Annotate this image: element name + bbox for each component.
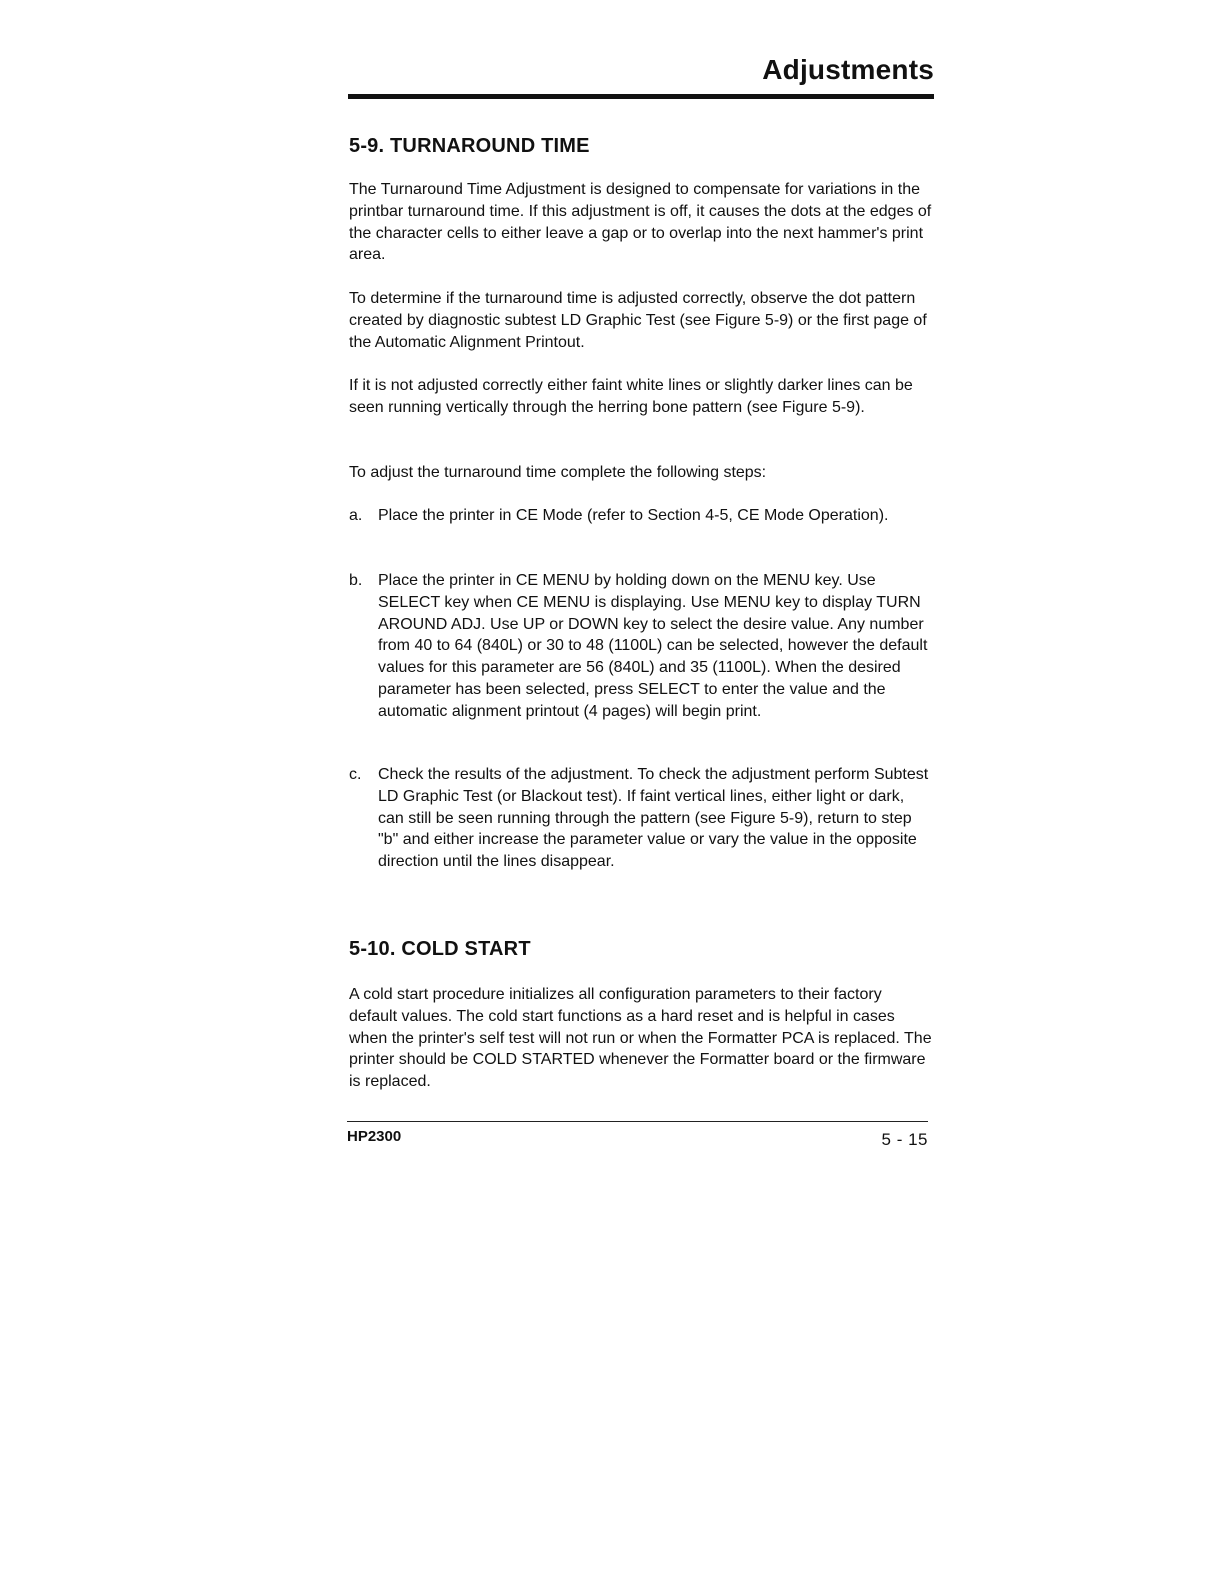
turnaround-paragraph-4-block [349, 462, 934, 484]
step-letter: b. [349, 572, 363, 589]
turnaround-paragraph-1: The Turnaround Time Adjustment is designed to compensate for variations in the printbar turnaround time. If this adjustment is off, it causes the dots at the edges of the character cells to either leave a gap or to overlap into the next hammer's print area. [349, 181, 932, 264]
cold-start-paragraph-block [349, 984, 934, 1093]
section-cold-start-heading-block [349, 937, 934, 961]
turnaround-paragraph-2: To determine if the turnaround time is adjusted correctly, observe the dot pattern created by diagnostic subtest LD Graphic Test (see Figure 5-9) or the first page of the Automatic Alignment Printout. [349, 290, 927, 351]
manual-page [347, 0, 934, 1584]
step-c [349, 764, 934, 873]
section-heading-turnaround: 5-9. TURNAROUND TIME [349, 135, 590, 157]
cold-start-paragraph: A cold start procedure initializes all configuration parameters to their factory default values. The cold start functions as a hard reset and is helpful in cases when the printer's self test will not run or when the Formatter PCA is replaced. The printer should be COLD STARTED whenever the Formatter board or the firmware is replaced. [349, 986, 932, 1091]
header-rule [348, 94, 934, 99]
step-text: Check the results of the adjustment. To check the adjustment perform Subtest LD Graphic Test (or Blackout test). If faint vertical lines, either light or dark, can still be seen running through the pattern (see Figure 5-9), return to step "b" and either increase the parameter value or vary the value in the opposite direction until the lines disappear. [378, 766, 929, 871]
turnaround-paragraph-3-block [349, 375, 934, 419]
step-text: Place the printer in CE MENU by holding down on the MENU key. Use SELECT key when CE MENU is displaying. Use MENU key to display TURN AROUND ADJ. Use UP or DOWN key to select the desire value. Any number from 40 to 64 (840L) or 30 to 48 (1100L) can be selected, however the default values for this parameter are 56 (840L) and 35 (1100L). When the desired parameter has been selected, press SELECT to enter the value and the automatic alignment printout (4 pages) will begin print. [378, 572, 928, 720]
step-a [349, 505, 934, 527]
turnaround-steps-list-b [349, 570, 934, 723]
section-turnaround-heading-block [349, 134, 934, 158]
turnaround-paragraph-2-block [349, 288, 934, 353]
turnaround-steps-list-c [349, 764, 934, 873]
step-text: Place the printer in CE Mode (refer to Section 4-5, CE Mode Operation). [378, 507, 889, 524]
footer-model: HP2300 [347, 1128, 402, 1145]
step-b [349, 570, 934, 723]
section-heading-cold-start: 5-10. COLD START [349, 938, 531, 960]
turnaround-paragraph-3: If it is not adjusted correctly either faint white lines or slightly darker lines can be seen running vertically through the herring bone pattern (see Figure 5-9). [349, 377, 913, 416]
turnaround-paragraph-4: To adjust the turnaround time complete the following steps: [349, 464, 767, 481]
footer-rule [347, 1121, 928, 1122]
turnaround-steps-list [349, 505, 934, 527]
turnaround-paragraph-1-block [349, 179, 934, 266]
step-letter: a. [349, 507, 363, 524]
footer-page-number: 5 - 15 [881, 1130, 928, 1149]
step-letter: c. [349, 766, 362, 783]
chapter-title: Adjustments [762, 54, 934, 85]
